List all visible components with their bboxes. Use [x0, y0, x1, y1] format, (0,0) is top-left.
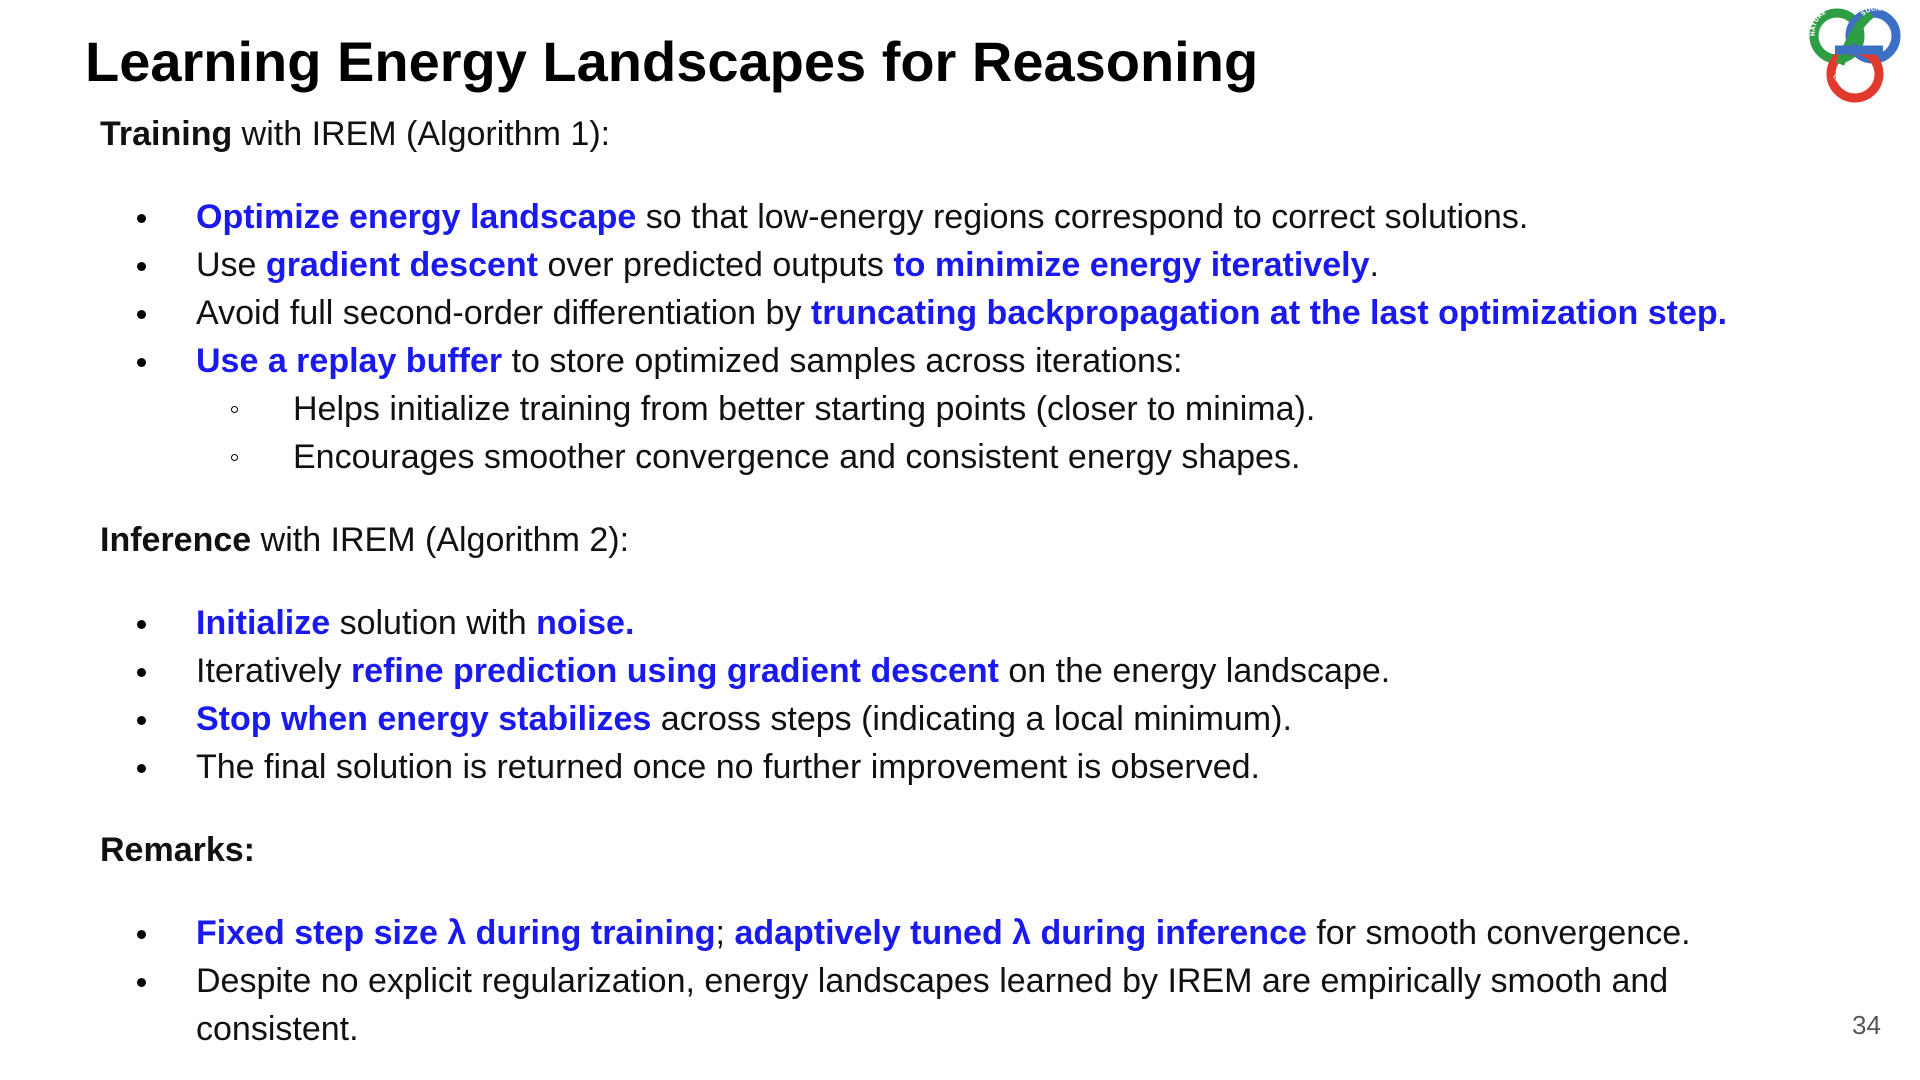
logo-text-computation: COMPUTATION: [1831, 74, 1869, 93]
highlight: to minimize energy iteratively: [893, 246, 1370, 284]
logo-text-nature: NATURE: [1809, 8, 1828, 37]
text: over predicted outputs: [538, 246, 894, 284]
inference-bullet-1: [100, 599, 1860, 647]
inference-heading-bold: Inference: [100, 521, 252, 559]
text: so that low-energy regions correspond to correct solutions.: [636, 198, 1529, 236]
training-bullet-3: [100, 289, 1860, 337]
text: Avoid full second-order differentiation by: [196, 294, 811, 332]
highlight: Optimize energy landscape: [196, 198, 637, 236]
training-heading-rest: with IREM (Algorithm 1):: [232, 115, 611, 153]
highlight: Fixed step size λ during training: [196, 914, 716, 952]
training-bullet-4: [100, 337, 1860, 481]
text: on the energy landscape.: [998, 652, 1391, 690]
slide-title: Learning Energy Landscapes for Reasoning: [85, 30, 1259, 93]
nature-society-computation-logo: [1805, 6, 1905, 106]
inference-bullet-3: [100, 695, 1860, 743]
inference-heading-rest: with IREM (Algorithm 2):: [251, 521, 630, 559]
text: The final solution is returned once no further improvement is observed.: [196, 748, 1260, 786]
highlight: noise.: [536, 604, 635, 642]
training-sub-bullet-list: [100, 385, 1860, 481]
remarks-heading-bold: Remarks:: [100, 831, 255, 869]
training-heading-bold: Training: [100, 115, 233, 153]
training-sub-bullet-2: Encourages smoother convergence and consistent energy shapes.: [100, 433, 1860, 481]
text: across steps (indicating a local minimum).: [651, 700, 1292, 738]
logo-text-society: SOCIETY: [1859, 6, 1893, 18]
highlight: truncating backpropagation at the last optimization step.: [810, 294, 1728, 332]
text: to store optimized samples across iterations:: [502, 342, 1183, 380]
remarks-bullet-list: [100, 909, 1860, 1053]
highlight: Initialize: [196, 604, 331, 642]
training-heading: [100, 110, 1860, 158]
highlight: adaptively tuned λ during inference: [734, 914, 1307, 952]
text: Iteratively: [196, 652, 351, 690]
highlight: Use a replay buffer: [196, 342, 503, 380]
text: Use: [196, 246, 266, 284]
training-bullet-1: [100, 193, 1860, 241]
training-sub-bullet-1: Helps initialize training from better starting points (closer to minima).: [100, 385, 1860, 433]
inference-bullet-list: [100, 599, 1860, 791]
highlight: refine prediction using gradient descent: [350, 652, 999, 690]
highlight: Stop when energy stabilizes: [196, 700, 652, 738]
text: .: [1369, 246, 1379, 284]
remarks-bullet-1: [100, 909, 1860, 957]
text: Despite no explicit regularization, energy landscapes learned by IREM are empirically smooth and consistent.: [196, 962, 1669, 1048]
inference-bullet-4: [100, 743, 1860, 791]
training-bullet-list: [100, 193, 1860, 481]
training-bullet-2: [100, 241, 1860, 289]
remarks-bullet-2: [100, 957, 1806, 1053]
text: solution with: [330, 604, 537, 642]
page-number: 34: [1852, 1010, 1881, 1040]
text: for smooth convergence.: [1306, 914, 1691, 952]
highlight: gradient descent: [265, 246, 538, 284]
slide-content: [100, 110, 1860, 1053]
text: ;: [715, 914, 735, 952]
inference-heading: [100, 516, 1860, 564]
inference-bullet-2: [100, 647, 1860, 695]
remarks-heading: [100, 826, 1860, 874]
